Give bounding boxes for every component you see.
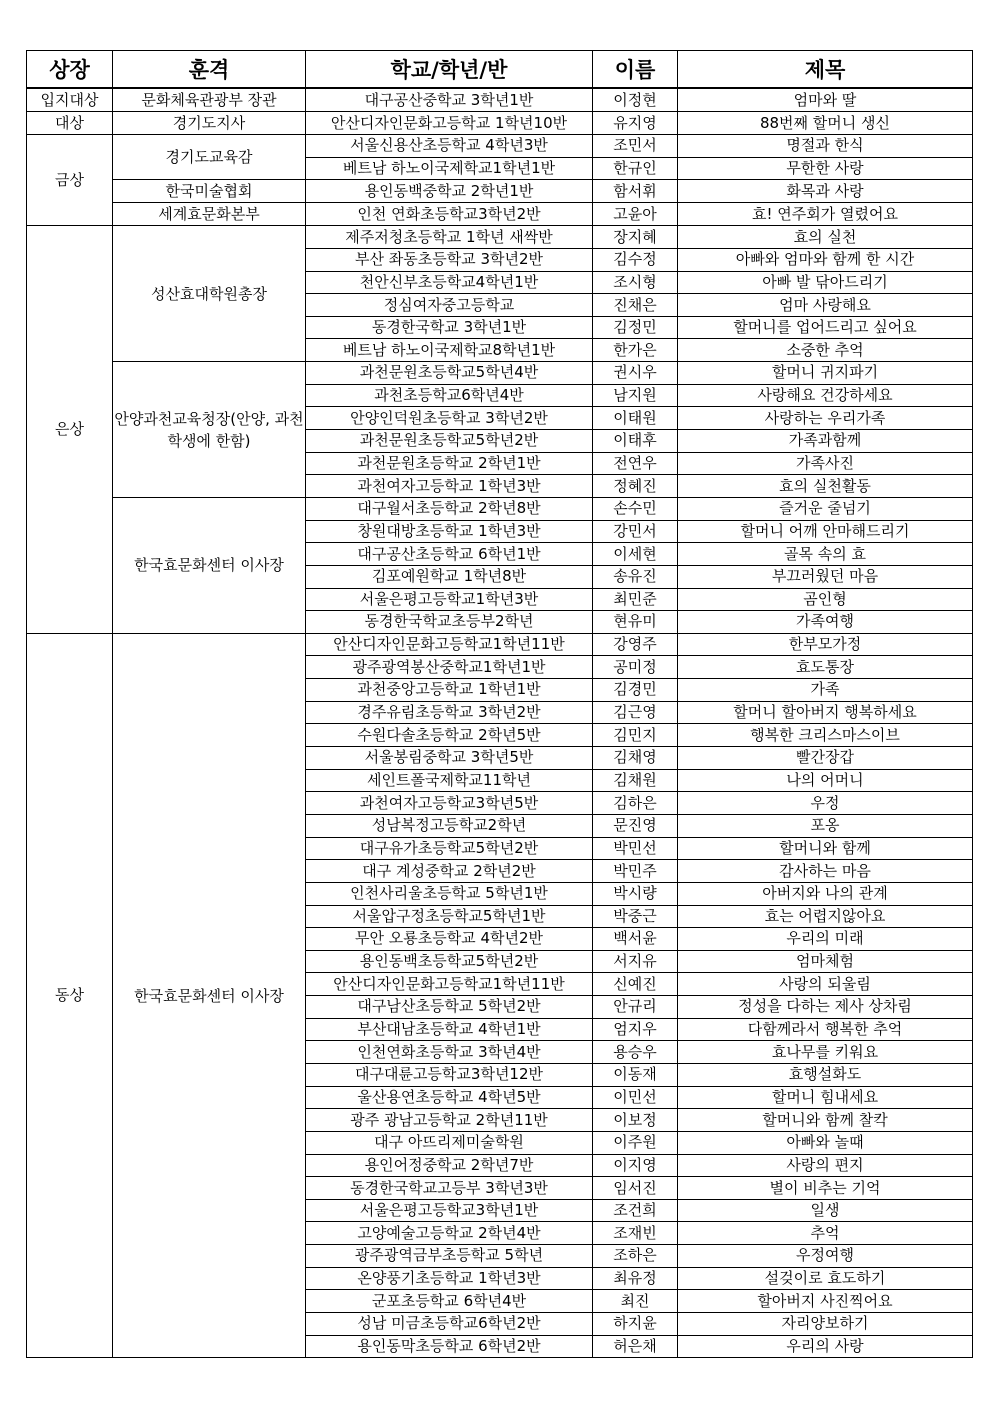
title-cell: 일생 bbox=[678, 1199, 973, 1222]
name-cell: 최민준 bbox=[593, 588, 678, 611]
name-cell: 정혜진 bbox=[593, 475, 678, 498]
name-cell: 백서윤 bbox=[593, 928, 678, 951]
school-cell: 군포초등학교 6학년4반 bbox=[306, 1290, 593, 1313]
award-cell: 대상 bbox=[27, 112, 113, 135]
school-cell: 서울봉림중학교 3학년5반 bbox=[306, 747, 593, 770]
honor-cell: 세계효문화본부 bbox=[113, 203, 306, 226]
name-cell: 조건희 bbox=[593, 1199, 678, 1222]
name-cell: 이민선 bbox=[593, 1086, 678, 1109]
name-cell: 김채원 bbox=[593, 769, 678, 792]
table-row bbox=[27, 362, 973, 385]
name-cell: 전연우 bbox=[593, 452, 678, 475]
school-cell: 용인동백초등학교5학년2반 bbox=[306, 950, 593, 973]
name-cell: 손수민 bbox=[593, 497, 678, 520]
name-cell: 김정민 bbox=[593, 316, 678, 339]
title-cell: 무한한 사랑 bbox=[678, 157, 973, 180]
school-cell: 과천문원초등학교5학년4반 bbox=[306, 362, 593, 385]
name-cell: 김채영 bbox=[593, 747, 678, 770]
title-cell: 효행설화도 bbox=[678, 1063, 973, 1086]
table-row bbox=[27, 226, 973, 249]
title-cell: 명절과 한식 bbox=[678, 135, 973, 158]
name-cell: 박시량 bbox=[593, 882, 678, 905]
header-name: 이름 bbox=[593, 51, 678, 89]
school-cell: 김포예원학교 1학년8반 bbox=[306, 565, 593, 588]
title-cell: 효도통장 bbox=[678, 656, 973, 679]
title-cell: 엄마 사랑해요 bbox=[678, 294, 973, 317]
school-cell: 광주광역금부초등학교 5학년 bbox=[306, 1245, 593, 1268]
title-cell: 소중한 추억 bbox=[678, 339, 973, 362]
name-cell: 장지혜 bbox=[593, 226, 678, 249]
school-cell: 인천사리울초등학교 5학년1반 bbox=[306, 882, 593, 905]
header-school: 학교/학년/반 bbox=[306, 51, 593, 89]
award-cell: 입지대상 bbox=[27, 88, 113, 112]
award-cell: 금상 bbox=[27, 135, 113, 226]
school-cell: 광주 광남고등학교 2학년11반 bbox=[306, 1109, 593, 1132]
name-cell: 최진 bbox=[593, 1290, 678, 1313]
name-cell: 이동재 bbox=[593, 1063, 678, 1086]
school-cell: 대구공산초등학교 6학년1반 bbox=[306, 543, 593, 566]
school-cell: 고양예술고등학교 2학년4반 bbox=[306, 1222, 593, 1245]
name-cell: 김민지 bbox=[593, 724, 678, 747]
school-cell: 서울신용산초등학교 4학년3반 bbox=[306, 135, 593, 158]
school-cell: 동경한국학교 3학년1반 bbox=[306, 316, 593, 339]
name-cell: 함서휘 bbox=[593, 180, 678, 203]
school-cell: 서울은평고등학교1학년3반 bbox=[306, 588, 593, 611]
name-cell: 한규인 bbox=[593, 157, 678, 180]
title-cell: 사랑의 되울림 bbox=[678, 973, 973, 996]
honor-cell: 성산효대학원총장 bbox=[113, 226, 306, 362]
school-cell: 울산용연초등학교 4학년5반 bbox=[306, 1086, 593, 1109]
name-cell: 한가은 bbox=[593, 339, 678, 362]
title-cell: 할머니 어깨 안마해드리기 bbox=[678, 520, 973, 543]
table-row bbox=[27, 633, 973, 656]
header-row bbox=[27, 51, 973, 89]
title-cell: 가족 bbox=[678, 679, 973, 702]
awards-table bbox=[26, 50, 973, 1358]
title-cell: 자리양보하기 bbox=[678, 1313, 973, 1336]
school-cell: 안양인덕원초등학교 3학년2반 bbox=[306, 407, 593, 430]
title-cell: 아빠와 놀때 bbox=[678, 1131, 973, 1154]
name-cell: 현유미 bbox=[593, 611, 678, 634]
title-cell: 감사하는 마음 bbox=[678, 860, 973, 883]
title-cell: 효는 어렵지않아요 bbox=[678, 905, 973, 928]
school-cell: 경주유림초등학교 3학년2반 bbox=[306, 701, 593, 724]
title-cell: 효나무를 키워요 bbox=[678, 1041, 973, 1064]
honor-cell: 한국미술협회 bbox=[113, 180, 306, 203]
school-cell: 부산대남초등학교 4학년1반 bbox=[306, 1018, 593, 1041]
title-cell: 곰인형 bbox=[678, 588, 973, 611]
school-cell: 창원대방초등학교 1학년3반 bbox=[306, 520, 593, 543]
title-cell: 설겆이로 효도하기 bbox=[678, 1267, 973, 1290]
school-cell: 대구남산초등학교 5학년2반 bbox=[306, 996, 593, 1019]
title-cell: 추억 bbox=[678, 1222, 973, 1245]
school-cell: 용인동백중학교 2학년1반 bbox=[306, 180, 593, 203]
title-cell: 할머니 할아버지 행복하세요 bbox=[678, 701, 973, 724]
school-cell: 과천여자고등학교 1학년3반 bbox=[306, 475, 593, 498]
name-cell: 이정현 bbox=[593, 88, 678, 112]
school-cell: 광주광역봉산중학교1학년1반 bbox=[306, 656, 593, 679]
name-cell: 허은채 bbox=[593, 1335, 678, 1358]
title-cell: 할머니와 함께 찰칵 bbox=[678, 1109, 973, 1132]
school-cell: 과천문원초등학교5학년2반 bbox=[306, 430, 593, 453]
name-cell: 진채은 bbox=[593, 294, 678, 317]
honor-cell: 한국효문화센터 이사장 bbox=[113, 633, 306, 1358]
school-cell: 과천중앙고등학교 1학년1반 bbox=[306, 679, 593, 702]
title-cell: 할머니 힘내세요 bbox=[678, 1086, 973, 1109]
title-cell: 나의 어머니 bbox=[678, 769, 973, 792]
title-cell: 별이 비추는 기억 bbox=[678, 1177, 973, 1200]
school-cell: 대구 계성중학교 2학년2반 bbox=[306, 860, 593, 883]
school-cell: 인천 연화초등학교3학년2반 bbox=[306, 203, 593, 226]
name-cell: 조재빈 bbox=[593, 1222, 678, 1245]
name-cell: 하지윤 bbox=[593, 1313, 678, 1336]
table-row bbox=[27, 180, 973, 203]
name-cell: 신예진 bbox=[593, 973, 678, 996]
school-cell: 수원다솔초등학교 2학년5반 bbox=[306, 724, 593, 747]
name-cell: 이태원 bbox=[593, 407, 678, 430]
name-cell: 박민선 bbox=[593, 837, 678, 860]
name-cell: 안규리 bbox=[593, 996, 678, 1019]
table-row bbox=[27, 135, 973, 158]
school-cell: 세인트폴국제학교11학년 bbox=[306, 769, 593, 792]
header-title: 제목 bbox=[678, 51, 973, 89]
school-cell: 용인동막초등학교 6학년2반 bbox=[306, 1335, 593, 1358]
title-cell: 골목 속의 효 bbox=[678, 543, 973, 566]
name-cell: 김근영 bbox=[593, 701, 678, 724]
name-cell: 이지영 bbox=[593, 1154, 678, 1177]
school-cell: 정심여자중고등학교 bbox=[306, 294, 593, 317]
name-cell: 고윤아 bbox=[593, 203, 678, 226]
school-cell: 성남 미금초등학교6학년2반 bbox=[306, 1313, 593, 1336]
name-cell: 최유정 bbox=[593, 1267, 678, 1290]
name-cell: 조하은 bbox=[593, 1245, 678, 1268]
title-cell: 효의 실천활동 bbox=[678, 475, 973, 498]
award-cell: 은상 bbox=[27, 226, 113, 634]
school-cell: 안산디자인문화고등학교1학년11반 bbox=[306, 633, 593, 656]
school-cell: 베트남 하노이국제학교8학년1반 bbox=[306, 339, 593, 362]
school-cell: 서울은평고등학교3학년1반 bbox=[306, 1199, 593, 1222]
school-cell: 안산디자인문화고등학교 1학년10반 bbox=[306, 112, 593, 135]
table-body bbox=[27, 88, 973, 1358]
school-cell: 대구유가초등학교5학년2반 bbox=[306, 837, 593, 860]
school-cell: 성남복정고등학교2학년 bbox=[306, 814, 593, 837]
title-cell: 정성을 다하는 제사 상차림 bbox=[678, 996, 973, 1019]
name-cell: 서지유 bbox=[593, 950, 678, 973]
school-cell: 동경한국학교고등부 3학년3반 bbox=[306, 1177, 593, 1200]
school-cell: 천안신부초등학교4학년1반 bbox=[306, 271, 593, 294]
honor-cell: 문화체육관광부 장관 bbox=[113, 88, 306, 112]
school-cell: 제주저청초등학교 1학년 새싹반 bbox=[306, 226, 593, 249]
honor-cell: 경기도지사 bbox=[113, 112, 306, 135]
title-cell: 부끄러웠던 마음 bbox=[678, 565, 973, 588]
school-cell: 과천초등학교6학년4반 bbox=[306, 384, 593, 407]
name-cell: 강민서 bbox=[593, 520, 678, 543]
title-cell: 할머니와 함께 bbox=[678, 837, 973, 860]
school-cell: 인천연화초등학교 3학년4반 bbox=[306, 1041, 593, 1064]
title-cell: 사랑의 편지 bbox=[678, 1154, 973, 1177]
table-row bbox=[27, 203, 973, 226]
school-cell: 용인어정중학교 2학년7반 bbox=[306, 1154, 593, 1177]
name-cell: 남지원 bbox=[593, 384, 678, 407]
title-cell: 효! 연주회가 열렸어요 bbox=[678, 203, 973, 226]
title-cell: 다함께라서 행복한 추억 bbox=[678, 1018, 973, 1041]
school-cell: 안산디자인문화고등학교1학년11반 bbox=[306, 973, 593, 996]
honor-cell: 안양과천교육청장(안양, 과천학생에 한함) bbox=[113, 362, 306, 498]
name-cell: 권시우 bbox=[593, 362, 678, 385]
name-cell: 송유진 bbox=[593, 565, 678, 588]
title-cell: 사랑해요 건강하세요 bbox=[678, 384, 973, 407]
title-cell: 엄마와 딸 bbox=[678, 88, 973, 112]
title-cell: 가족사진 bbox=[678, 452, 973, 475]
title-cell: 88번째 할머니 생신 bbox=[678, 112, 973, 135]
title-cell: 할머니 귀지파기 bbox=[678, 362, 973, 385]
name-cell: 공미정 bbox=[593, 656, 678, 679]
name-cell: 이주원 bbox=[593, 1131, 678, 1154]
school-cell: 무안 오룡초등학교 4학년2반 bbox=[306, 928, 593, 951]
name-cell: 조민서 bbox=[593, 135, 678, 158]
school-cell: 대구대륜고등학교3학년12반 bbox=[306, 1063, 593, 1086]
header-award: 상장 bbox=[27, 51, 113, 89]
school-cell: 과천여자고등학교3학년5반 bbox=[306, 792, 593, 815]
title-cell: 가족여행 bbox=[678, 611, 973, 634]
title-cell: 효의 실천 bbox=[678, 226, 973, 249]
school-cell: 서울압구정초등학교5학년1반 bbox=[306, 905, 593, 928]
header-honor: 훈격 bbox=[113, 51, 306, 89]
title-cell: 한부모가정 bbox=[678, 633, 973, 656]
title-cell: 즐거운 줄넘기 bbox=[678, 497, 973, 520]
title-cell: 빨간장갑 bbox=[678, 747, 973, 770]
school-cell: 온양풍기초등학교 1학년3반 bbox=[306, 1267, 593, 1290]
school-cell: 대구공산중학교 3학년1반 bbox=[306, 88, 593, 112]
title-cell: 아버지와 나의 관계 bbox=[678, 882, 973, 905]
title-cell: 우정여행 bbox=[678, 1245, 973, 1268]
name-cell: 이보정 bbox=[593, 1109, 678, 1132]
title-cell: 사랑하는 우리가족 bbox=[678, 407, 973, 430]
school-cell: 대구 아뜨리제미술학원 bbox=[306, 1131, 593, 1154]
name-cell: 유지영 bbox=[593, 112, 678, 135]
honor-cell: 한국효문화센터 이사장 bbox=[113, 497, 306, 633]
table-row bbox=[27, 88, 973, 112]
table-row bbox=[27, 112, 973, 135]
school-cell: 부산 좌동초등학교 3학년2반 bbox=[306, 248, 593, 271]
name-cell: 박중근 bbox=[593, 905, 678, 928]
award-cell: 동상 bbox=[27, 633, 113, 1358]
title-cell: 우리의 미래 bbox=[678, 928, 973, 951]
name-cell: 엄지우 bbox=[593, 1018, 678, 1041]
name-cell: 이세현 bbox=[593, 543, 678, 566]
title-cell: 행복한 크리스마스이브 bbox=[678, 724, 973, 747]
table-row bbox=[27, 497, 973, 520]
title-cell: 우리의 사랑 bbox=[678, 1335, 973, 1358]
school-cell: 대구월서초등학교 2학년8반 bbox=[306, 497, 593, 520]
name-cell: 이태후 bbox=[593, 430, 678, 453]
name-cell: 강영주 bbox=[593, 633, 678, 656]
name-cell: 임서진 bbox=[593, 1177, 678, 1200]
school-cell: 과천문원초등학교 2학년1반 bbox=[306, 452, 593, 475]
title-cell: 포옹 bbox=[678, 814, 973, 837]
title-cell: 우정 bbox=[678, 792, 973, 815]
title-cell: 할아버지 사진찍어요 bbox=[678, 1290, 973, 1313]
title-cell: 가족과함께 bbox=[678, 430, 973, 453]
title-cell: 화목과 사랑 bbox=[678, 180, 973, 203]
title-cell: 아빠와 엄마와 함께 한 시간 bbox=[678, 248, 973, 271]
name-cell: 김하은 bbox=[593, 792, 678, 815]
name-cell: 문진영 bbox=[593, 814, 678, 837]
name-cell: 용승우 bbox=[593, 1041, 678, 1064]
honor-cell: 경기도교육감 bbox=[113, 135, 306, 180]
name-cell: 조시형 bbox=[593, 271, 678, 294]
name-cell: 김수정 bbox=[593, 248, 678, 271]
name-cell: 김경민 bbox=[593, 679, 678, 702]
name-cell: 박민주 bbox=[593, 860, 678, 883]
title-cell: 아빠 발 닦아드리기 bbox=[678, 271, 973, 294]
title-cell: 할머니를 업어드리고 싶어요 bbox=[678, 316, 973, 339]
school-cell: 베트남 하노이국제학교1학년1반 bbox=[306, 157, 593, 180]
school-cell: 동경한국학교초등부2학년 bbox=[306, 611, 593, 634]
title-cell: 엄마체험 bbox=[678, 950, 973, 973]
